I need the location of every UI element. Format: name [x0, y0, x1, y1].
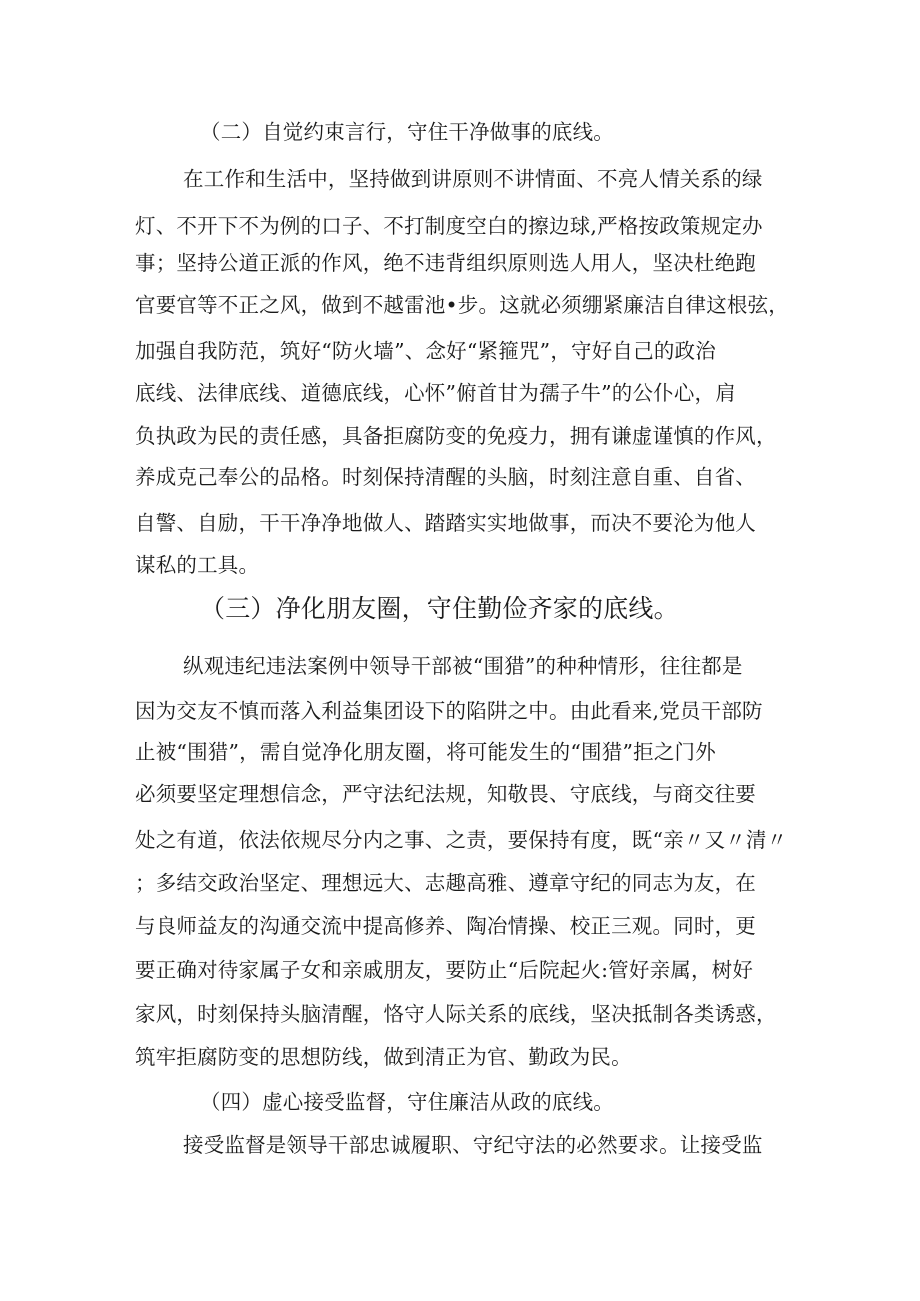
paragraph-line: 纵观违纪违法案例中领导干部被“围猎”的种种情形，往往都是: [183, 654, 743, 678]
paragraph-line: ；多结交政治坚定、理想远大、志趣高雅、遵章守纪的同志为友，在: [135, 871, 756, 895]
paragraph-line: 要正确对待家属子女和亲戚朋友，要防止“后院起火:管好亲属，树好: [135, 958, 754, 982]
paragraph-line: 养成克己奉公的品格。时刻保持清醒的头脑，时刻注意自重、自省、: [135, 465, 756, 489]
paragraph-line: 与良师益友的沟通交流中提高修养、陶冶情操、校正三观。同时，更: [135, 914, 756, 938]
paragraph-line: 接受监督是领导干部忠诚履职、守纪守法的必然要求。让接受监: [183, 1133, 763, 1157]
paragraph-line: 负执政为民的责任感，具备拒腐防变的免疫力，拥有谦虚谨慎的作风，: [135, 424, 777, 448]
section-heading-4: （四）虚心接受监督，守住廉洁从政的底线。: [200, 1090, 614, 1114]
paragraph-line: 必须要坚定理想信念，严守法纪法规，知敬畏、守底线，与商交往要: [135, 782, 756, 806]
paragraph-line: 处之有道，依法依规尽分内之事、之责，要保持有度，既“亲〃又〃清〃: [135, 828, 788, 852]
paragraph-line: 事；坚持公道正派的作风，绝不违背组织原则选人用人，坚决杜绝跑: [135, 251, 756, 275]
paragraph-line: 灯、不开下不为例的口子、不打制度空白的擦边球,严格按政策规定办: [135, 214, 763, 238]
section-heading-2: （二）自觉约束言行，守住干净做事的底线。: [200, 120, 614, 144]
paragraph-line: 在工作和生活中，坚持做到讲原则不讲情面、不亮人情关系的绿: [183, 167, 763, 191]
paragraph-line: 因为交友不慎而落入利益集团设下的陷阱之中。由此看来,党员干部防: [135, 699, 763, 723]
paragraph-line: 自警、自励，干干净净地做人、踏踏实实地做事，而决不要沦为他人: [135, 511, 756, 535]
paragraph-line: 止被“围猎”，需自觉净化朋友圈，将可能发生的“围猎”拒之门外: [135, 740, 716, 764]
paragraph-line: 官要官等不正之风，做到不越雷池•步。这就必须绷紧廉洁自律这根弦，: [135, 293, 789, 317]
section-heading-3: （三）净化朋友圈，守住勤俭齐家的底线。: [200, 594, 679, 623]
paragraph-line: 谋私的工具。: [135, 553, 260, 577]
paragraph-line: 底线、法律底线、道德底线，心怀”俯首甘为孺子牛”的公仆心，肩: [135, 381, 736, 405]
paragraph-line: 家风，时刻保持头脑清醒，恪守人际关系的底线，坚决抵制各类诱惑，: [135, 1002, 777, 1026]
paragraph-line: 加强自我防范，筑好“防火墙”、念好“紧箍咒”，守好自己的政治: [135, 339, 716, 363]
paragraph-line: 筑牢拒腐防变的思想防线，做到清正为官、勤政为民。: [135, 1045, 632, 1069]
